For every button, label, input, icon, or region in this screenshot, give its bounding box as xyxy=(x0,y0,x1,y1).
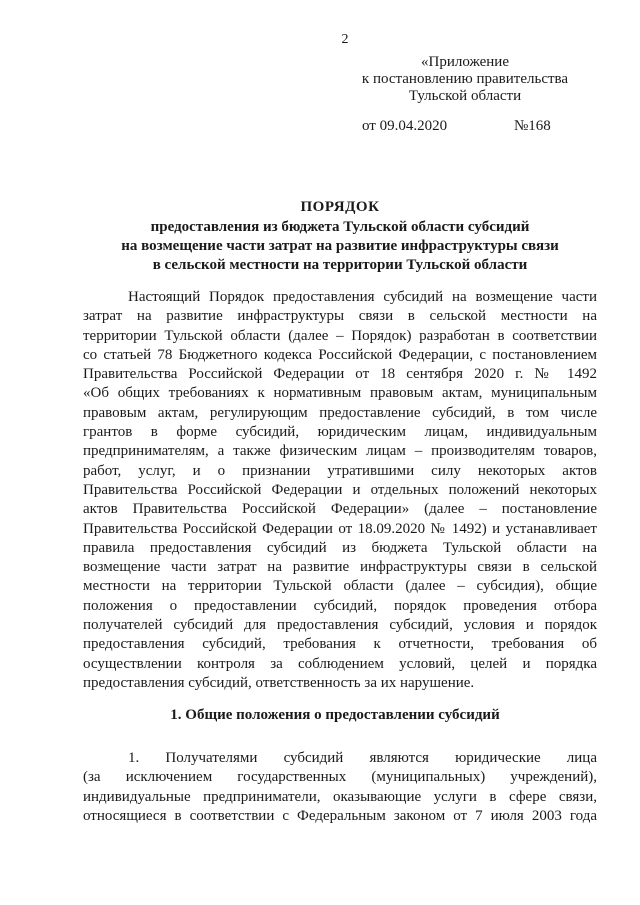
text-line: со статьей 78 Бюджетного кодекса Российской Федерации, с постановлением xyxy=(83,346,597,363)
text-line: «Об общих требованиях к нормативным правовым актам, муниципальным xyxy=(83,385,597,402)
annex-line-1: «Приложение xyxy=(420,54,509,70)
text-line: положения о предоставлении субсидий, порядок проведения отбора xyxy=(83,597,597,614)
text-line: грантов в форме субсидий, юридическим лицам, индивидуальным xyxy=(83,424,597,441)
annex-line-3: Тульской области xyxy=(408,88,522,104)
text-line: относящиеся в соответствии с Федеральным законом от 7 июля 2003 года xyxy=(83,807,597,824)
text-line: Правительства Российской Федерации и отдельных положений некоторых xyxy=(83,481,597,498)
text-line: получателей субсидий для предоставления субсидий, условия и порядок xyxy=(83,617,597,634)
text-line: работ, услуг, и о признании утратившими силу некоторых актов xyxy=(83,462,597,479)
title-line-3: в сельской местности на территории Тульской области xyxy=(152,257,528,273)
text-line: актов Правительства Российской Федерации» (далее – постановление xyxy=(83,501,597,518)
text-line: затрат на развитие инфраструктуры связи в сельской местности на xyxy=(83,308,597,325)
page-number: 2 xyxy=(341,32,349,47)
text-line: (за исключением государственных (муниципальных) учреждений), xyxy=(83,769,597,786)
paragraph-preamble xyxy=(83,288,597,693)
text-line: предоставления субсидий, ответственность за их нарушение. xyxy=(83,674,475,691)
text-line: предпринимателям, а также физическим лицам – производителям товаров, xyxy=(83,443,597,460)
title-line-1: предоставления из бюджета Тульской области субсидий xyxy=(150,219,530,235)
text-line: возмещение части затрат на развитие инфраструктуры связи в сельской xyxy=(83,559,597,576)
text-line: Настоящий Порядок предоставления субсидий на возмещение части xyxy=(128,289,597,305)
annex-line-2: к постановлению правительства xyxy=(361,71,569,87)
text-line: 1. Получателями субсидий являются юридические лица xyxy=(128,750,597,766)
text-line: осуществлении контроля за соблюдением условий, целей и порядка xyxy=(83,655,597,672)
text-line: правила предоставления субсидий из бюджета Тульской области на xyxy=(83,539,597,556)
text-line: предоставления субсидий, требования к отчетности, требования об xyxy=(83,636,597,653)
decree-date: от 09.04.2020 xyxy=(362,118,448,134)
text-line: местности на территории Тульской области (далее – субсидия), общие xyxy=(83,578,597,595)
text-line: территории Тульской области (далее – Порядок) разработан в соответствии xyxy=(83,327,597,344)
document-title xyxy=(100,198,580,275)
paragraph-item-1 xyxy=(83,749,597,826)
text-line: индивидуальные предприниматели, оказывающие услуги в сфере связи, xyxy=(83,788,597,805)
decree-number: №168 xyxy=(514,118,551,134)
text-line: Правительства Российской Федерации от 18 сентября 2020 г. № 1492 xyxy=(83,366,597,383)
annex-header xyxy=(350,54,580,105)
text-line: правовым актам, регулирующим предоставление субсидий, в том числе xyxy=(83,404,597,421)
text-line: Правительства Российской Федерации от 18.09.2020 № 1492) и устанавливает xyxy=(83,520,597,537)
section-heading: 1. Общие положения о предоставлении субсидий xyxy=(170,707,500,723)
title-main: ПОРЯДОК xyxy=(300,199,380,215)
title-line-2: на возмещение части затрат на развитие инфраструктуры связи xyxy=(121,238,559,254)
